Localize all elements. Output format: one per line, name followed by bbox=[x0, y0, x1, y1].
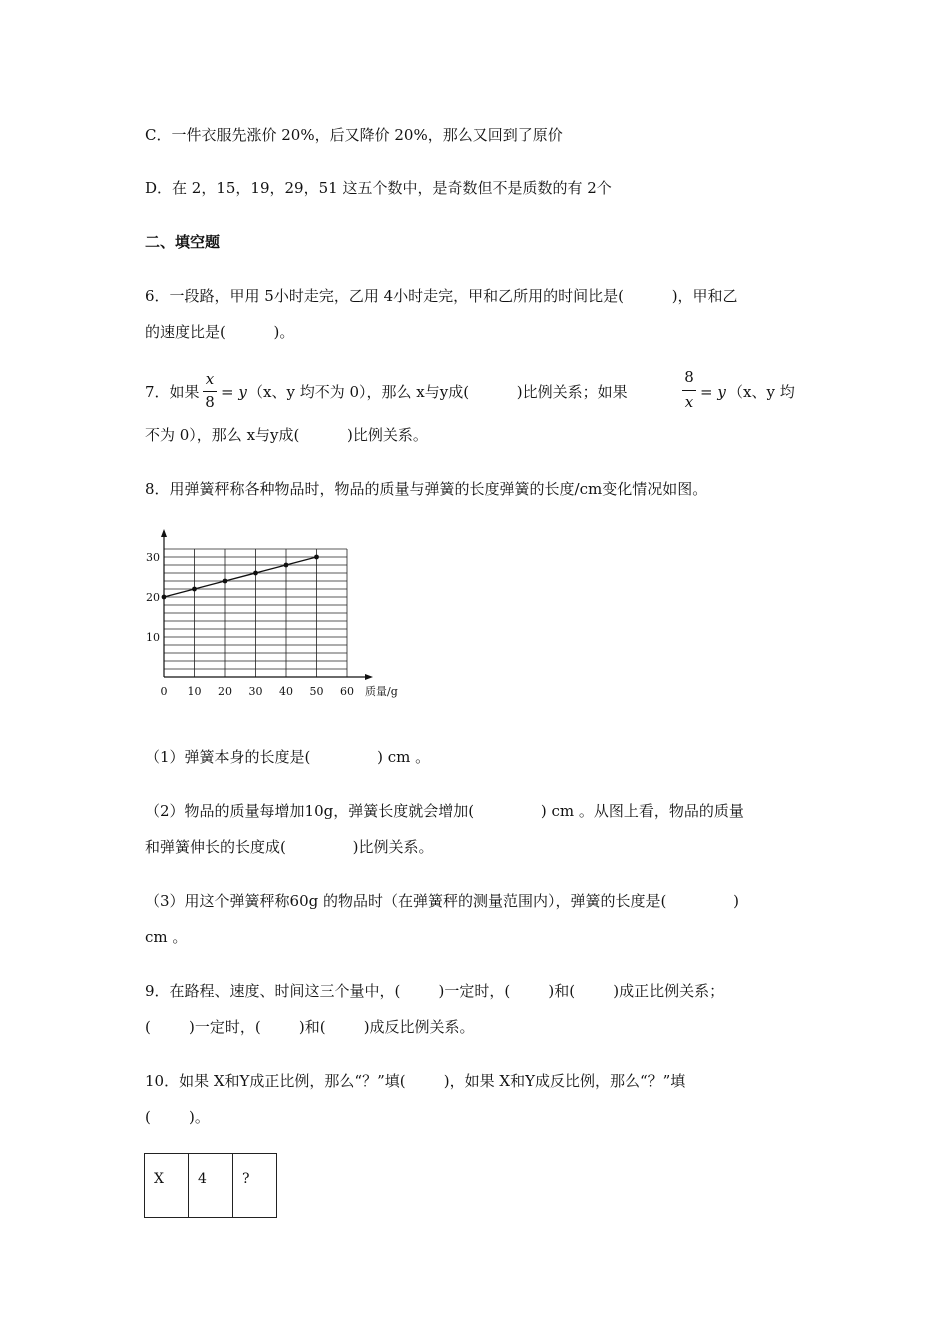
x-tick-label: 20 bbox=[218, 685, 232, 698]
question-7-middle: （x、y 均不为 0），那么 x与y成( )比例关系；如果 bbox=[248, 383, 628, 401]
data-point bbox=[192, 587, 197, 592]
question-9-line2: ( )一定时，( )和( )成反比例关系。 bbox=[145, 1018, 475, 1036]
series-line bbox=[164, 557, 317, 597]
question-10-line2: ( )。 bbox=[145, 1108, 210, 1126]
data-point bbox=[223, 579, 228, 584]
question-9-line1: 9．在路程、速度、时间这三个量中，( )一定时，( )和( )成正比例关系； bbox=[145, 982, 725, 1000]
x-tick-label: 40 bbox=[279, 685, 293, 698]
fraction2-numerator: 8 bbox=[684, 368, 694, 386]
y-tick-label: 10 bbox=[146, 631, 160, 644]
chart-series bbox=[162, 555, 319, 600]
x-tick-label: 10 bbox=[187, 685, 202, 698]
question-7-prefix: 7．如果 bbox=[145, 383, 200, 401]
fraction2-bar bbox=[682, 390, 696, 391]
table-row bbox=[145, 1154, 277, 1218]
fraction1-denominator: 8 bbox=[205, 393, 215, 411]
chart-axes bbox=[161, 529, 373, 680]
question-6-line2: 的速度比是( )。 bbox=[145, 323, 295, 341]
question-8-part2-line2: 和弹簧伸长的长度成( )比例关系。 bbox=[145, 838, 434, 856]
option-d: D．在 2，15，19，29，51 这五个数中，是奇数但不是质数的有 2个 bbox=[145, 179, 612, 197]
x-tick-label: 60 bbox=[340, 685, 354, 698]
x-tick-label: 30 bbox=[248, 685, 263, 698]
y-tick-label: 20 bbox=[146, 591, 160, 604]
fraction2-denominator: x bbox=[684, 393, 694, 411]
x-axis-arrow bbox=[365, 674, 373, 680]
y-tick-label: 30 bbox=[146, 551, 160, 564]
value-table bbox=[144, 1153, 277, 1218]
data-point bbox=[253, 571, 258, 576]
question-7-suffix: （x、y 均 bbox=[728, 383, 795, 401]
section-title: 二、填空题 bbox=[145, 233, 221, 251]
y-axis-arrow bbox=[161, 529, 167, 537]
question-8-part1: （1）弹簧本身的长度是( ) cm 。 bbox=[145, 748, 431, 766]
data-point bbox=[162, 595, 167, 600]
table-cell-4: 4 bbox=[189, 1154, 233, 1218]
table-cell-x: X bbox=[145, 1154, 189, 1218]
question-8-part3-line2: cm 。 bbox=[145, 928, 188, 946]
fraction1-bar bbox=[203, 391, 217, 392]
question-8-part3-line1: （3）用这个弹簧秤称60g 的物品时（在弹簧秤的测量范围内），弹簧的长度是( ) bbox=[145, 892, 739, 910]
question-8: 8．用弹簧秤称各种物品时，物品的质量与弹簧的长度弹簧的长度/cm变化情况如图。 bbox=[145, 480, 708, 498]
question-7-line2: 不为 0），那么 x与y成( )比例关系。 bbox=[145, 426, 428, 444]
fraction2-rhs: = y bbox=[700, 383, 726, 401]
option-c: C．一件衣服先涨价 20%，后又降价 20%，那么又回到了原价 bbox=[145, 126, 563, 144]
data-point bbox=[314, 555, 319, 560]
spring-length-chart bbox=[140, 525, 420, 715]
fraction1-numerator: x bbox=[205, 370, 215, 388]
chart-grid bbox=[164, 549, 347, 677]
data-point bbox=[284, 563, 289, 568]
table-cell-question: ? bbox=[233, 1154, 277, 1218]
x-axis-label: 质量/g bbox=[365, 685, 398, 698]
x-tick-label: 0 bbox=[160, 685, 168, 698]
fraction1-rhs: = y bbox=[221, 383, 247, 401]
question-10-line1: 10．如果 X和Y成正比例，那么“？”填( )，如果 X和Y成反比例，那么“？”填 bbox=[145, 1072, 686, 1090]
question-6-line1: 6．一段路，甲用 5小时走完，乙用 4小时走完，甲和乙所用的时间比是( )，甲和乙 bbox=[145, 287, 738, 305]
x-tick-label: 50 bbox=[309, 685, 324, 698]
question-8-part2-line1: （2）物品的质量每增加10g，弹簧长度就会增加( ) cm 。从图上看，物品的质量 bbox=[145, 802, 744, 820]
